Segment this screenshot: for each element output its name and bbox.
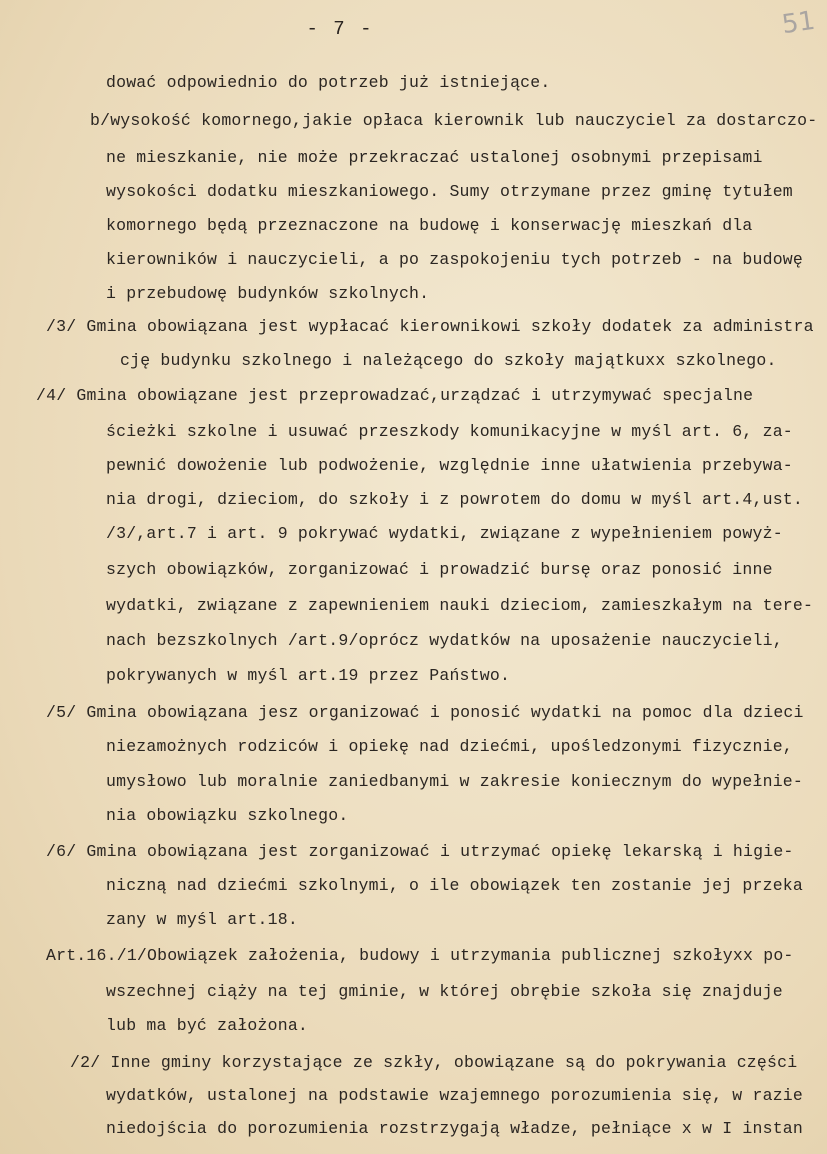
text-line: pokrywanych w myśl art.19 przez Państwo. (106, 666, 511, 685)
archive-page-mark: 51 (779, 5, 817, 41)
text-line: niezamożnych rodziców i opiekę nad dziećmi, upośledzonymi fizycznie, (106, 737, 793, 756)
text-line: wydatków, ustalonej na podstawie wzajemnego porozumienia się, w razie (106, 1086, 804, 1105)
text-line: i przebudowę budynków szkolnych. (106, 284, 430, 303)
text-line: nach bezszkolnych /art.9/oprócz wydatków na uposażenie nauczycieli, (106, 631, 783, 650)
text-line: /4/ Gmina obowiązane jest przeprowadzać,urządzać i utrzymywać specjalne (36, 386, 754, 405)
text-line: cję budynku szkolnego i należącego do szkoły majątkuxx szkolnego. (120, 351, 777, 370)
text-line: b/wysokość komornego,jakie opłaca kierownik lub nauczyciel za dostarczo- (90, 111, 818, 130)
text-line: niczną nad dziećmi szkolnymi, o ile obowiązek ten zostanie jej przeka (106, 876, 804, 895)
text-line: /6/ Gmina obowiązana jest zorganizować i utrzymać opiekę lekarską i higie- (46, 842, 794, 861)
text-line: umysłowo lub moralnie zaniedbanymi w zakresie koniecznym do wypełnie- (106, 772, 804, 791)
text-line: lub ma być założona. (106, 1016, 309, 1035)
text-line: nia drogi, dzieciom, do szkoły i z powrotem do domu w myśl art.4,ust. (106, 490, 804, 509)
page-number: - 7 - (306, 18, 374, 40)
text-line: dować odpowiednio do potrzeb już istniejące. (106, 73, 551, 92)
text-line: wysokości dodatku mieszkaniowego. Sumy otrzymane przez gminę tytułem (106, 182, 793, 201)
text-line: /3/ Gmina obowiązana jest wypłacać kierownikowi szkoły dodatek za administra (46, 317, 814, 336)
text-line: /5/ Gmina obowiązana jesz organizować i ponosić wydatki na pomoc dla dzieci (46, 703, 804, 722)
text-line: pewnić dowożenie lub podwożenie, względnie inne ułatwienia przebywa- (106, 456, 793, 475)
text-line: szych obowiązków, zorganizować i prowadzić bursę oraz ponosić inne (106, 560, 773, 579)
text-line: kierowników i nauczycieli, a po zaspokojeniu tych potrzeb - na budowę (106, 250, 804, 269)
text-line: komornego będą przeznaczone na budowę i konserwację mieszkań dla (106, 216, 753, 235)
text-line: wszechnej ciąży na tej gminie, w której obrębie szkoła się znajduje (106, 982, 783, 1001)
text-line: niedojścia do porozumienia rozstrzygają władze, pełniące x w I instan (106, 1119, 804, 1138)
text-line: ne mieszkanie, nie może przekraczać ustalonej osobnymi przepisami (106, 148, 763, 167)
text-line: Art.16./1/Obowiązek założenia, budowy i utrzymania publicznej szkołyxx po- (46, 946, 794, 965)
text-line: wydatki, związane z zapewnieniem nauki dzieciom, zamieszkałym na tere- (106, 596, 814, 615)
text-line: nia obowiązku szkolnego. (106, 806, 349, 825)
text-line: /3/,art.7 i art. 9 pokrywać wydatki, związane z wypełnieniem powyż- (106, 524, 783, 543)
text-line: ścieżki szkolne i usuwać przeszkody komunikacyjne w myśl art. 6, za- (106, 422, 793, 441)
text-line: /2/ Inne gminy korzystające ze szkły, obowiązane są do pokrywania części (70, 1053, 798, 1072)
text-line: zany w myśl art.18. (106, 910, 298, 929)
